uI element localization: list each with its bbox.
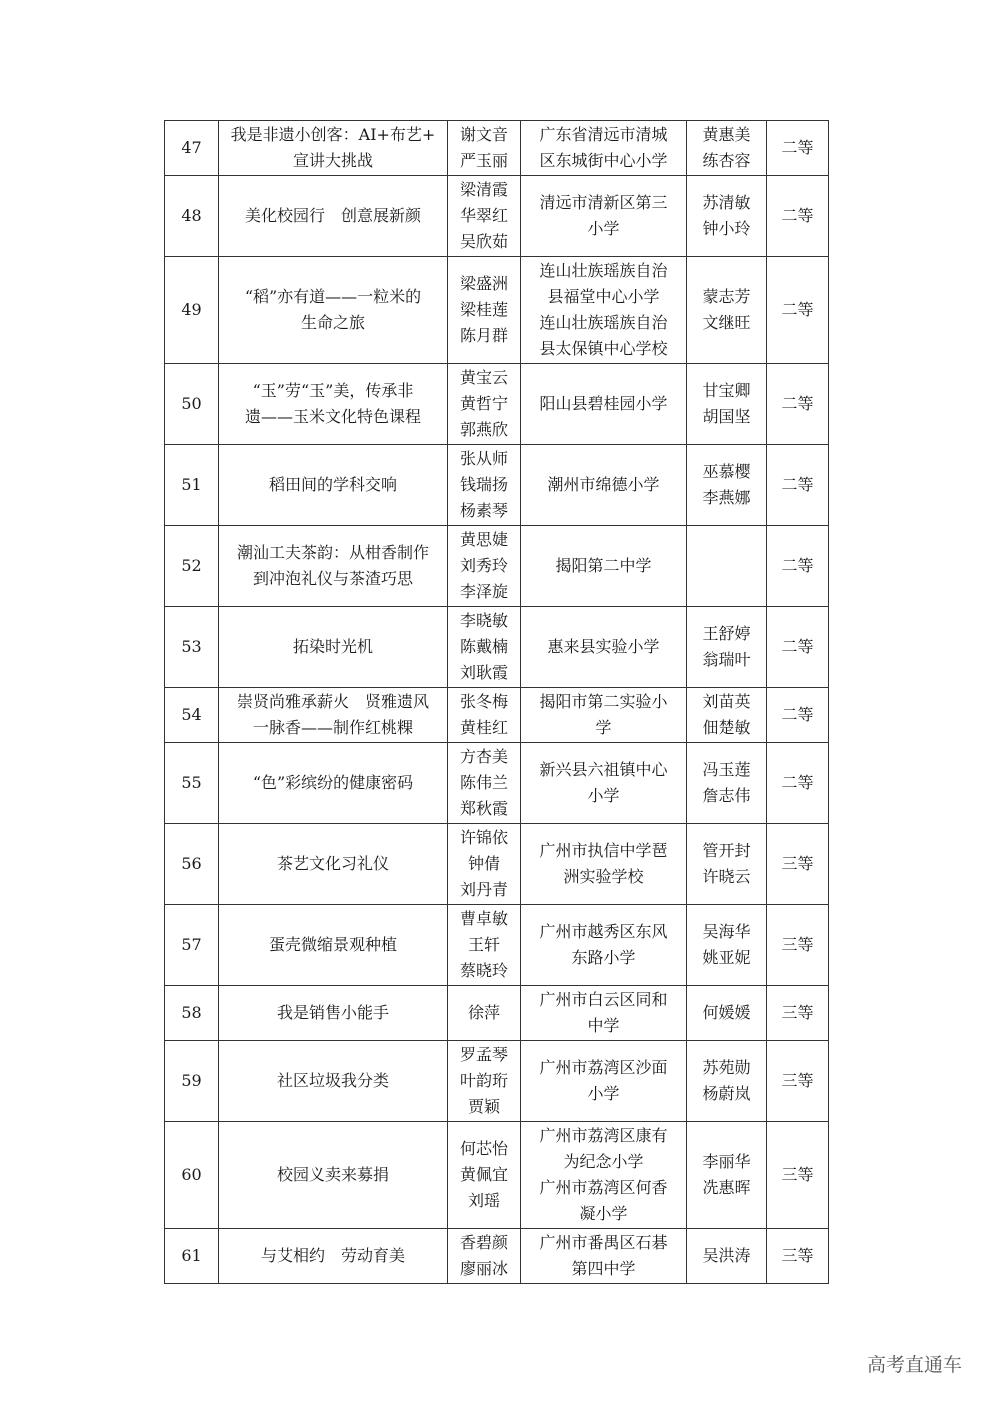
- awards-table-body: [165, 121, 829, 1284]
- team-members: 何芯怡 黄佩宜 刘瑶: [448, 1122, 521, 1229]
- row-number: 56: [165, 824, 219, 905]
- school-name: 潮州市绵德小学: [521, 445, 687, 526]
- table-row: [165, 1229, 829, 1284]
- instructor-names: [687, 526, 767, 607]
- award-level: 二等: [767, 607, 829, 688]
- project-title: 与艾相约 劳动育美: [219, 1229, 448, 1284]
- award-level: 二等: [767, 257, 829, 364]
- project-title: 美化校园行 创意展新颜: [219, 176, 448, 257]
- school-name: 广州市荔湾区沙面 小学: [521, 1041, 687, 1122]
- school-name: 揭阳市第二实验小 学: [521, 688, 687, 743]
- project-title: “稻”亦有道——一粒米的 生命之旅: [219, 257, 448, 364]
- school-name: 新兴县六祖镇中心 小学: [521, 743, 687, 824]
- team-members: 李晓敏 陈戴楠 刘耿霞: [448, 607, 521, 688]
- award-level: 三等: [767, 1122, 829, 1229]
- row-number: 57: [165, 905, 219, 986]
- project-title: 蛋壳微缩景观种植: [219, 905, 448, 986]
- team-members: 罗孟琴 叶韵珩 贾颖: [448, 1041, 521, 1122]
- table-row: [165, 905, 829, 986]
- award-level: 三等: [767, 1229, 829, 1284]
- school-name: 广州市荔湾区康有 为纪念小学 广州市荔湾区何香 凝小学: [521, 1122, 687, 1229]
- project-title: 茶艺文化习礼仪: [219, 824, 448, 905]
- row-number: 61: [165, 1229, 219, 1284]
- row-number: 52: [165, 526, 219, 607]
- table-row: [165, 257, 829, 364]
- row-number: 59: [165, 1041, 219, 1122]
- instructor-names: 甘宝卿 胡国坚: [687, 364, 767, 445]
- instructor-names: 管开封 许晓云: [687, 824, 767, 905]
- table-row: [165, 688, 829, 743]
- row-number: 54: [165, 688, 219, 743]
- instructor-names: 黄惠美 练杏容: [687, 121, 767, 176]
- team-members: 张从师 钱瑞扬 杨素琴: [448, 445, 521, 526]
- instructor-names: 蒙志芳 文继旺: [687, 257, 767, 364]
- awards-table: [164, 120, 829, 1284]
- school-name: 阳山县碧桂园小学: [521, 364, 687, 445]
- row-number: 49: [165, 257, 219, 364]
- school-name: 广州市白云区同和 中学: [521, 986, 687, 1041]
- award-level: 三等: [767, 1041, 829, 1122]
- team-members: 黄宝云 黄哲宁 郭燕欣: [448, 364, 521, 445]
- award-level: 二等: [767, 445, 829, 526]
- project-title: 拓染时光机: [219, 607, 448, 688]
- award-level: 二等: [767, 364, 829, 445]
- table-row: [165, 364, 829, 445]
- instructor-names: 吴海华 姚亚妮: [687, 905, 767, 986]
- instructor-names: 何媛媛: [687, 986, 767, 1041]
- table-row: [165, 121, 829, 176]
- row-number: 53: [165, 607, 219, 688]
- project-title: “玉”劳“玉”美，传承非 遗——玉米文化特色课程: [219, 364, 448, 445]
- team-members: 徐萍: [448, 986, 521, 1041]
- award-level: 三等: [767, 905, 829, 986]
- project-title: 崇贤尚雅承薪火 贤雅遗风 一脉香——制作红桃粿: [219, 688, 448, 743]
- team-members: 张冬梅 黄桂红: [448, 688, 521, 743]
- project-title: 潮汕工夫茶韵：从柑香制作 到冲泡礼仪与茶渣巧思: [219, 526, 448, 607]
- instructor-names: 巫慕樱 李燕娜: [687, 445, 767, 526]
- team-members: 曹卓敏 王轩 蔡晓玲: [448, 905, 521, 986]
- team-members: 方杏美 陈伟兰 郑秋霞: [448, 743, 521, 824]
- table-row: [165, 1122, 829, 1229]
- watermark-text: 高考直通车: [866, 1354, 962, 1376]
- school-name: 揭阳第二中学: [521, 526, 687, 607]
- row-number: 48: [165, 176, 219, 257]
- row-number: 51: [165, 445, 219, 526]
- project-title: 社区垃圾我分类: [219, 1041, 448, 1122]
- project-title: 校园义卖来募捐: [219, 1122, 448, 1229]
- award-level: 二等: [767, 121, 829, 176]
- team-members: 梁盛洲 梁桂莲 陈月群: [448, 257, 521, 364]
- table-row: [165, 607, 829, 688]
- table-row: [165, 176, 829, 257]
- school-name: 连山壮族瑶族自治 县福堂中心小学 连山壮族瑶族自治 县太保镇中心学校: [521, 257, 687, 364]
- table-row: [165, 824, 829, 905]
- award-level: 三等: [767, 986, 829, 1041]
- team-members: 香碧颜 廖丽冰: [448, 1229, 521, 1284]
- table-row: [165, 526, 829, 607]
- school-name: 广州市番禺区石碁 第四中学: [521, 1229, 687, 1284]
- team-members: 黄思婕 刘秀玲 李泽旋: [448, 526, 521, 607]
- award-level: 二等: [767, 176, 829, 257]
- project-title: “色”彩缤纷的健康密码: [219, 743, 448, 824]
- award-level: 二等: [767, 688, 829, 743]
- award-level: 二等: [767, 526, 829, 607]
- table-row: [165, 445, 829, 526]
- instructor-names: 苏苑勋 杨蔚岚: [687, 1041, 767, 1122]
- award-level: 三等: [767, 824, 829, 905]
- team-members: 梁清霞 华翠红 吴欣茹: [448, 176, 521, 257]
- table-row: [165, 743, 829, 824]
- table-row: [165, 986, 829, 1041]
- instructor-names: 苏清敏 钟小玲: [687, 176, 767, 257]
- school-name: 惠来县实验小学: [521, 607, 687, 688]
- instructor-names: 冯玉莲 詹志伟: [687, 743, 767, 824]
- row-number: 58: [165, 986, 219, 1041]
- project-title: 稻田间的学科交响: [219, 445, 448, 526]
- row-number: 60: [165, 1122, 219, 1229]
- row-number: 47: [165, 121, 219, 176]
- award-level: 二等: [767, 743, 829, 824]
- instructor-names: 王舒婷 翁瑞叶: [687, 607, 767, 688]
- row-number: 50: [165, 364, 219, 445]
- school-name: 清远市清新区第三 小学: [521, 176, 687, 257]
- instructor-names: 李丽华 冼惠晖: [687, 1122, 767, 1229]
- row-number: 55: [165, 743, 219, 824]
- school-name: 广东省清远市清城 区东城街中心小学: [521, 121, 687, 176]
- instructor-names: 刘苗英 佃楚敏: [687, 688, 767, 743]
- table-row: [165, 1041, 829, 1122]
- project-title: 我是非遗小创客：AI+布艺+ 宣讲大挑战: [219, 121, 448, 176]
- instructor-names: 吴洪涛: [687, 1229, 767, 1284]
- team-members: 谢文音 严玉丽: [448, 121, 521, 176]
- project-title: 我是销售小能手: [219, 986, 448, 1041]
- team-members: 许锦依 钟倩 刘丹青: [448, 824, 521, 905]
- school-name: 广州市越秀区东风 东路小学: [521, 905, 687, 986]
- school-name: 广州市执信中学琶 洲实验学校: [521, 824, 687, 905]
